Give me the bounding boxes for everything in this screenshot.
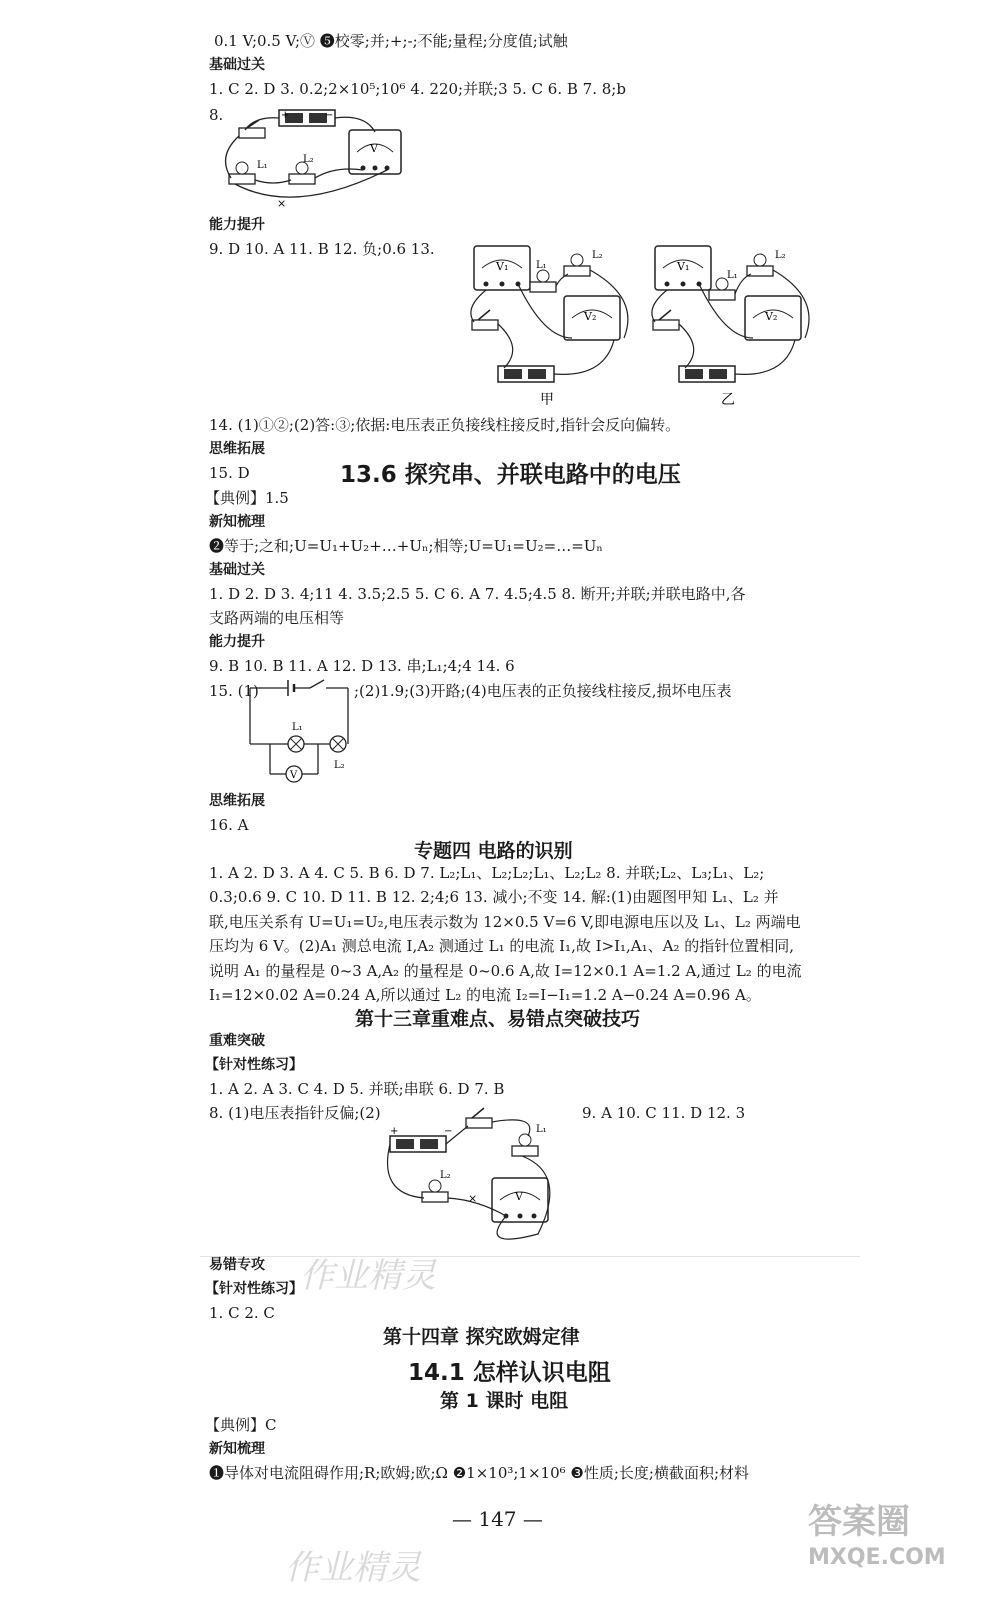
cross-mark: × bbox=[277, 197, 287, 210]
lamp-label-l1: L₁ bbox=[292, 722, 303, 733]
answer-line: 1. A 2. D 3. A 4. C 5. B 6. D 7. L₂;L₁、L₂;L₂;L₁、L₂;L₂ 8. 并联;L₂、L₃;L₁、L₂; bbox=[209, 864, 765, 882]
circuit-figure-q8 bbox=[215, 106, 415, 216]
site-logo bbox=[808, 1500, 988, 1590]
section-heading: 新知梳理 bbox=[209, 514, 265, 530]
site-logo-sub: MXQE.COM bbox=[808, 1545, 946, 1570]
answer-line: 14. (1)①②;(2)答:③;依据:电压表正负接线柱接反时,指针会反向偏转。 bbox=[209, 416, 681, 434]
answer-line: 15. D bbox=[209, 464, 250, 482]
section-heading: 【针对性练习】 bbox=[205, 1281, 303, 1297]
answer-line: 9. A 10. C 11. D 12. 3 bbox=[582, 1104, 746, 1122]
answer-line: 16. A bbox=[209, 816, 249, 834]
circuit-figure-review-q8 bbox=[378, 1104, 578, 1252]
answer-line: 9. D 10. A 11. B 12. 负;0.6 13. bbox=[209, 240, 435, 258]
answer-line: 1. C 2. C bbox=[209, 1304, 275, 1322]
site-logo-main: 答案圈 bbox=[808, 1502, 910, 1542]
lamp-label-l1: L₁ bbox=[536, 1124, 547, 1135]
voltmeter-label: V₁ bbox=[496, 260, 509, 273]
lamp-label-l1: L₁ bbox=[727, 270, 738, 281]
figure-label-yi: 乙 bbox=[721, 392, 735, 408]
answer-line: 【典例】1.5 bbox=[205, 489, 289, 507]
answer-line: 支路两端的电压相等 bbox=[209, 609, 345, 627]
plus-sign: + bbox=[281, 110, 290, 121]
answer-line: 说明 A₁ 的量程是 0~3 A,A₂ 的量程是 0~0.6 A,故 I=12×0.1 A=1.2 A,通过 L₂ 的电流 bbox=[209, 962, 802, 980]
lamp-label-l2: L₂ bbox=[303, 154, 314, 165]
lamp-label-l1: L₁ bbox=[257, 160, 268, 171]
watermark: 作业精灵 bbox=[285, 1548, 421, 1588]
section-heading: 思维拓展 bbox=[209, 793, 265, 809]
page-number: — 147 — bbox=[452, 1507, 543, 1531]
figure-label-jia: 甲 bbox=[540, 392, 554, 408]
voltmeter-label: V₁ bbox=[677, 260, 690, 273]
answer-line: 15. (1) bbox=[209, 682, 259, 700]
section-heading: 能力提升 bbox=[209, 217, 265, 233]
section-heading: 基础过关 bbox=[209, 562, 265, 578]
answer-line: 1. A 2. A 3. C 4. D 5. 并联;串联 6. D 7. B bbox=[209, 1080, 505, 1098]
answer-line: 8. (1)电压表指针反偏;(2) bbox=[209, 1104, 381, 1122]
section-heading: 能力提升 bbox=[209, 634, 265, 650]
lamp-label-l2: L₂ bbox=[592, 250, 603, 261]
section-title: 14.1 怎样认识电阻 bbox=[408, 1360, 611, 1386]
section-heading: 思维拓展 bbox=[209, 441, 265, 457]
section-title: 第十三章重难点、易错点突破技巧 bbox=[355, 1008, 641, 1030]
divider bbox=[200, 1256, 860, 1257]
lamp-label-l2: L₂ bbox=[775, 250, 786, 261]
answer-line: 1. C 2. D 3. 0.2;2×10⁵;10⁶ 4. 220;并联;3 5. C 6. B 7. 8;b bbox=[209, 80, 626, 98]
minus-sign: − bbox=[444, 1126, 453, 1137]
chapter-title: 第十四章 探究欧姆定律 bbox=[383, 1326, 580, 1348]
cross-mark: × bbox=[468, 1192, 478, 1205]
section-heading: 【针对性练习】 bbox=[205, 1057, 303, 1073]
lamp-label-l2: L₂ bbox=[440, 1170, 451, 1181]
answer-line: 0.3;0.6 9. C 10. D 11. B 12. 2;4;6 13. 减小;不变 14. 解:(1)由题图甲知 L₁、L₂ 并 bbox=[209, 888, 779, 906]
answer-line: 联,电压关系有 U=U₁=U₂,电压表示数为 12×0.5 V=6 V,即电源电压以及 L₁、L₂ 两端电 bbox=[209, 913, 801, 931]
answer-line: 8. bbox=[209, 106, 224, 124]
answer-line: I₁=12×0.02 A=0.24 A,所以通过 L₂ 的电流 I₂=I−I₁=1.2 A−0.24 A=0.96 A。 bbox=[209, 986, 761, 1004]
answer-line: 压均为 6 V。(2)A₁ 测总电流 I,A₂ 测通过 L₁ 的电流 I₁,故 I>I₁,A₁、A₂ 的指针位置相同, bbox=[209, 937, 795, 955]
answer-line: 1. D 2. D 3. 4;11 4. 3.5;2.5 5. C 6. A 7. 4.5;4.5 8. 断开;并联;并联电路中,各 bbox=[209, 585, 746, 603]
section-heading: 基础过关 bbox=[209, 57, 265, 73]
voltmeter-label: V₂ bbox=[765, 310, 778, 323]
plus-sign: + bbox=[390, 1126, 399, 1137]
voltmeter-label: V₂ bbox=[584, 310, 597, 323]
lamp-label-l1: L₁ bbox=[536, 260, 547, 271]
answer-line: 【典例】C bbox=[205, 1416, 277, 1434]
section-heading: 重难突破 bbox=[209, 1033, 265, 1049]
circuit-figure-q13-yi bbox=[645, 238, 825, 408]
section-heading: 新知梳理 bbox=[209, 1441, 265, 1457]
answer-line: 0.1 V;0.5 V;Ⓥ ❺校零;并;+;-;不能;量程;分度值;试触 bbox=[214, 32, 568, 50]
answer-line: ❶导体对电流阻碍作用;R;欧姆;欧;Ω ❷1×10³;1×10⁶ ❸性质;长度;横截面积;材料 bbox=[209, 1464, 750, 1482]
voltmeter-label: V bbox=[290, 770, 298, 781]
answer-line: ;(2)1.9;(3)开路;(4)电压表的正负接线柱接反,损坏电压表 bbox=[354, 682, 732, 700]
voltmeter-label: V bbox=[370, 142, 378, 155]
answer-line: 9. B 10. B 11. A 12. D 13. 串;L₁;4;4 14. 6 bbox=[209, 657, 515, 675]
lesson-title: 第 1 课时 电阻 bbox=[440, 1390, 569, 1412]
circuit-figure-q13-jia bbox=[464, 238, 644, 408]
answer-line: ❷等于;之和;U=U₁+U₂+…+Uₙ;相等;U=U₁=U₂=…=Uₙ bbox=[209, 537, 603, 555]
section-heading: 易错专攻 bbox=[209, 1257, 265, 1273]
voltmeter-label: V bbox=[515, 1190, 523, 1203]
circuit-schematic-q15 bbox=[244, 674, 354, 784]
section-title: 13.6 探究串、并联电路中的电压 bbox=[340, 462, 681, 488]
lamp-label-l2: L₂ bbox=[334, 760, 345, 771]
minus-sign: − bbox=[325, 110, 334, 121]
section-title: 专题四 电路的识别 bbox=[414, 840, 573, 862]
watermark: 作业精灵 bbox=[300, 1256, 436, 1296]
